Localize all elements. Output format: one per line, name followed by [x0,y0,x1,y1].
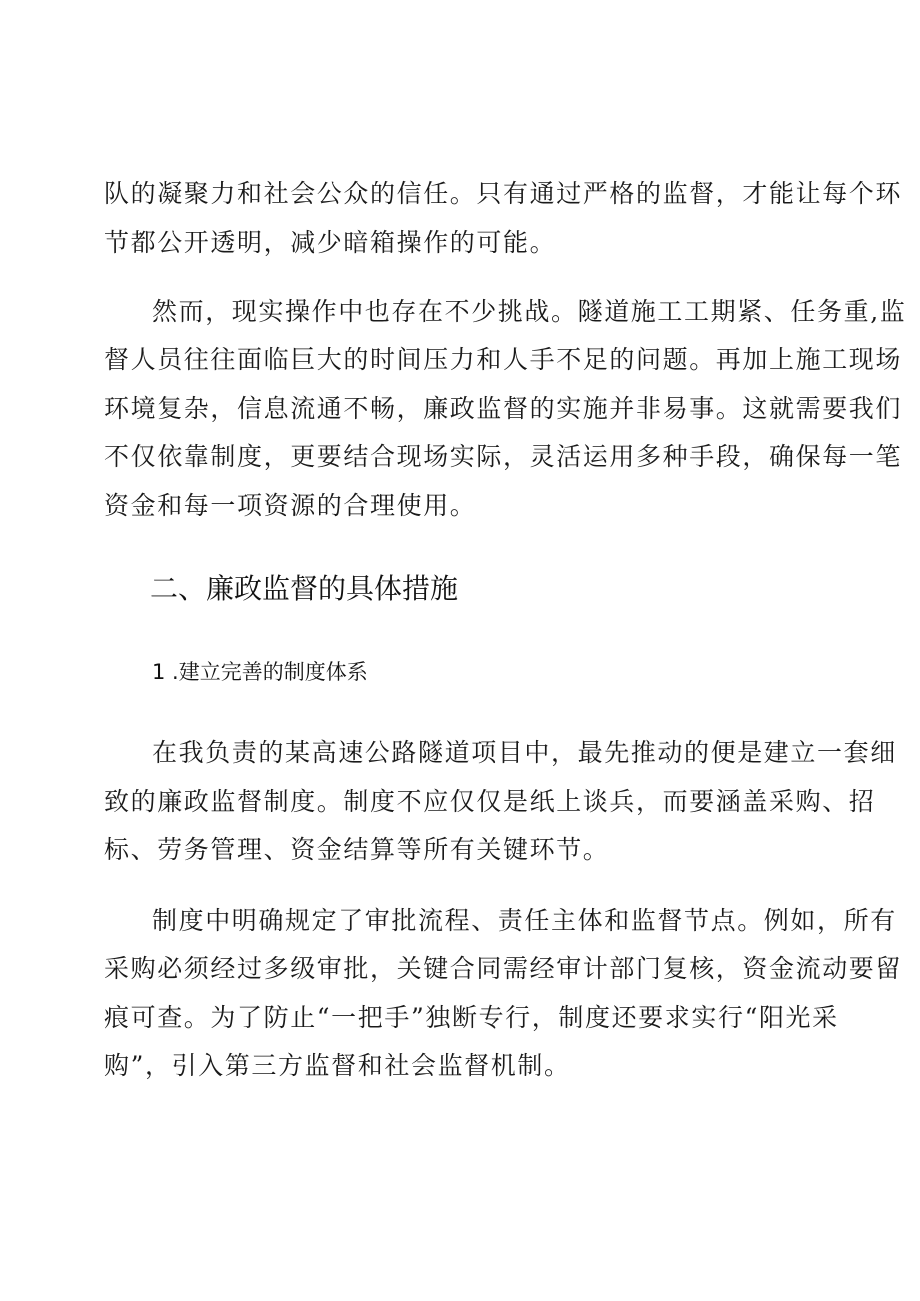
text-line: 督人员往往面临巨大的时间压力和人手不足的问题。再加上施工现场 [104,345,903,374]
text-line: 在我负责的某高速公路隧道项目中，最先推动的便是建立一套细 [152,738,897,767]
text-line: 痕可查。为了防止“一把手”独断专行，制度还要求实行“阳光采 [104,1003,839,1032]
text-line: 购”，引入第三方监督和社会监督机制。 [104,1051,571,1080]
subsection-heading: 1 .建立完善的制度体系 [152,660,368,684]
text-line: 节都公开透明，减少暗箱操作的可能。 [104,228,557,257]
text-line: 队的凝聚力和社会公众的信任。只有通过严格的监督，才能让每个环 [104,179,903,208]
text-line: 标、劳务管理、资金结算等所有关键环节。 [104,835,610,864]
text-line: 采购必须经过多级审批，关键合同需经审计部门复核，资金流动要留 [104,954,903,983]
text-line: 致的廉政监督制度。制度不应仅仅是纸上谈兵，而要涵盖采购、招 [104,787,876,816]
text-line: 不仅依靠制度，更要结合现场实际，灵活运用多种手段，确保每一笔 [104,442,903,471]
text-line: 环境复杂，信息流通不畅，廉政监督的实施并非易事。这就需要我们 [104,394,903,423]
text-line: 资金和每一项资源的合理使用。 [104,491,477,520]
section-heading: 二、廉政监督的具体措施 [150,572,459,605]
text-line: 然而，现实操作中也存在不少挑战。隧道施工工期紧、任务重,监 [152,297,907,326]
text-line: 制度中明确规定了审批流程、责任主体和监督节点。例如，所有 [152,906,897,935]
